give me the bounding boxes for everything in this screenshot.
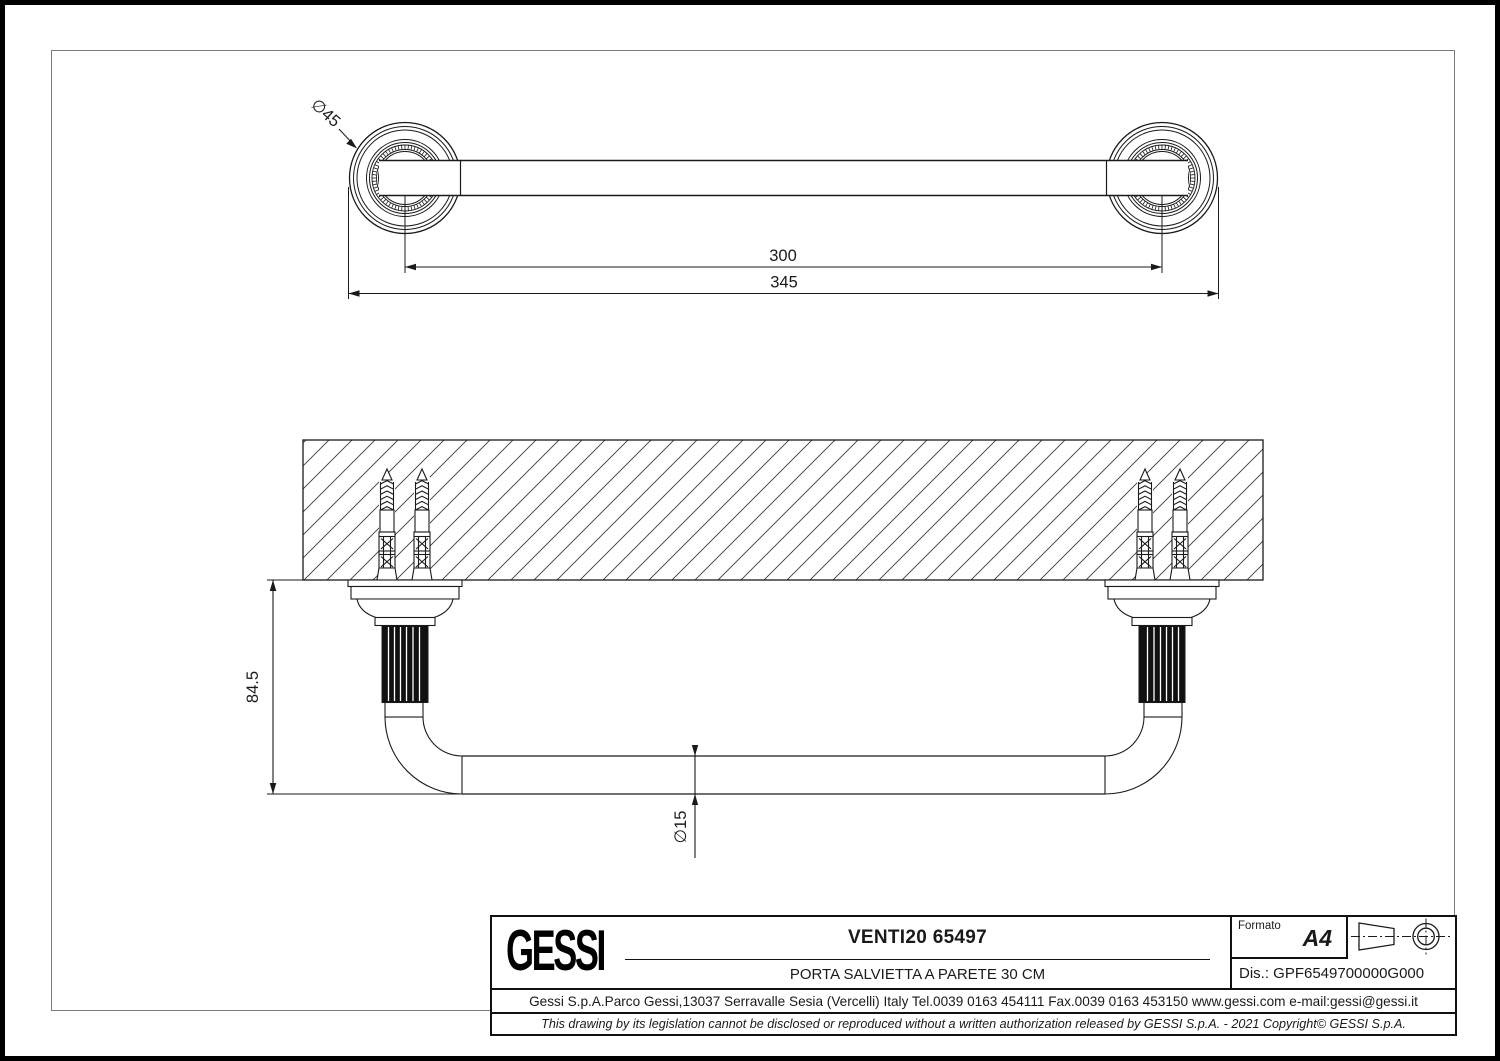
screw-with-anchor: [377, 469, 397, 580]
dim-label-diam15: ∅15: [672, 810, 690, 844]
copyright-disclaimer: This drawing by its legislation cannot be disclosed or reproduced without a written authorization released by GESSI S.p.A. - 2021 Copyright© GESSI S.p.A.: [541, 1017, 1406, 1031]
side-view: [244, 440, 1263, 858]
top-view: [307, 96, 1218, 299]
formato-cell: [1230, 917, 1346, 959]
dimension-345: [349, 187, 1219, 299]
formato-value: A4: [1302, 925, 1332, 951]
title-area: [625, 917, 1210, 988]
projection-symbol-cell: [1346, 917, 1455, 959]
company-address-row: [492, 988, 1455, 1012]
dim-label-84-5: 84.5: [244, 670, 262, 704]
drawing-number-cell: [1230, 959, 1455, 988]
towel-bar-side-view: [462, 756, 1105, 794]
dim-label-300: 300: [769, 247, 797, 265]
dim-label-345: 345: [770, 273, 798, 292]
screw-with-anchor: [412, 469, 432, 580]
technical-drawing-canvas: [5, 5, 1500, 1061]
knurled-post: [382, 626, 428, 703]
wall-section: [303, 440, 1263, 580]
first-angle-projection-icon: [1348, 917, 1453, 957]
towel-bar-top-view: [379, 161, 1188, 196]
product-title: VENTI20 65497: [625, 917, 1210, 960]
drawing-number: Dis.: GPF6549700000G000: [1239, 965, 1425, 982]
copyright-disclaimer-row: [492, 1012, 1455, 1034]
gessi-logo: GESSI: [506, 919, 604, 984]
dimension-diameter-45: [307, 96, 357, 149]
formato-label: Formato: [1238, 920, 1281, 932]
dimension-diameter-15: [672, 745, 698, 858]
product-subtitle: PORTA SALVIETTA A PARETE 30 CM: [789, 965, 1046, 983]
title-block: [490, 915, 1457, 1036]
dimension-300: [405, 196, 1162, 273]
dim-label-diam45: ∅45: [307, 95, 344, 131]
company-address: Gessi S.p.A.Parco Gessi,13037 Serravalle Sesia (Vercelli) Italy Tel.0039 0163 454111 Fax.0039 0163 453150 www.gessi.com e-mail:gessi@gessi.it: [529, 993, 1418, 1009]
